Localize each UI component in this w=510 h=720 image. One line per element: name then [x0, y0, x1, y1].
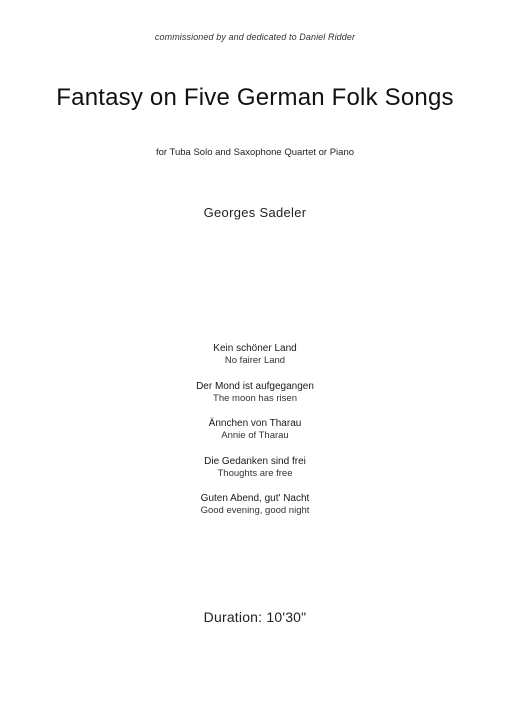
page-title: Fantasy on Five German Folk Songs: [56, 84, 454, 111]
list-item: [0, 381, 510, 419]
song-translation: The moon has risen: [213, 392, 297, 404]
song-translation: Good evening, good night: [200, 505, 310, 516]
song-translation: Thoughts are free: [217, 467, 293, 479]
song-title: Kein schöner Land: [213, 343, 297, 354]
list-item: [0, 493, 510, 531]
list-item: [0, 456, 510, 494]
song-title: Guten Abend, gut' Nacht: [200, 493, 310, 504]
list-item: [0, 418, 510, 456]
duration: Duration: 10'30": [203, 609, 307, 625]
list-item: [0, 343, 510, 381]
song-title: Die Gedanken sind frei: [204, 455, 306, 467]
song-title: Der Mond ist aufgegangen: [196, 380, 314, 392]
composer-name: Georges Sadeler: [203, 205, 307, 220]
instrumentation-subtitle: for Tuba Solo and Saxophone Quartet or Piano: [155, 147, 355, 158]
song-translation: Annie of Tharau: [221, 430, 289, 441]
song-translation: No fairer Land: [224, 355, 286, 366]
song-list: [0, 343, 510, 531]
dedication: commissioned by and dedicated to Daniel Ridder: [154, 32, 356, 42]
song-title: Ännchen von Tharau: [208, 418, 302, 429]
